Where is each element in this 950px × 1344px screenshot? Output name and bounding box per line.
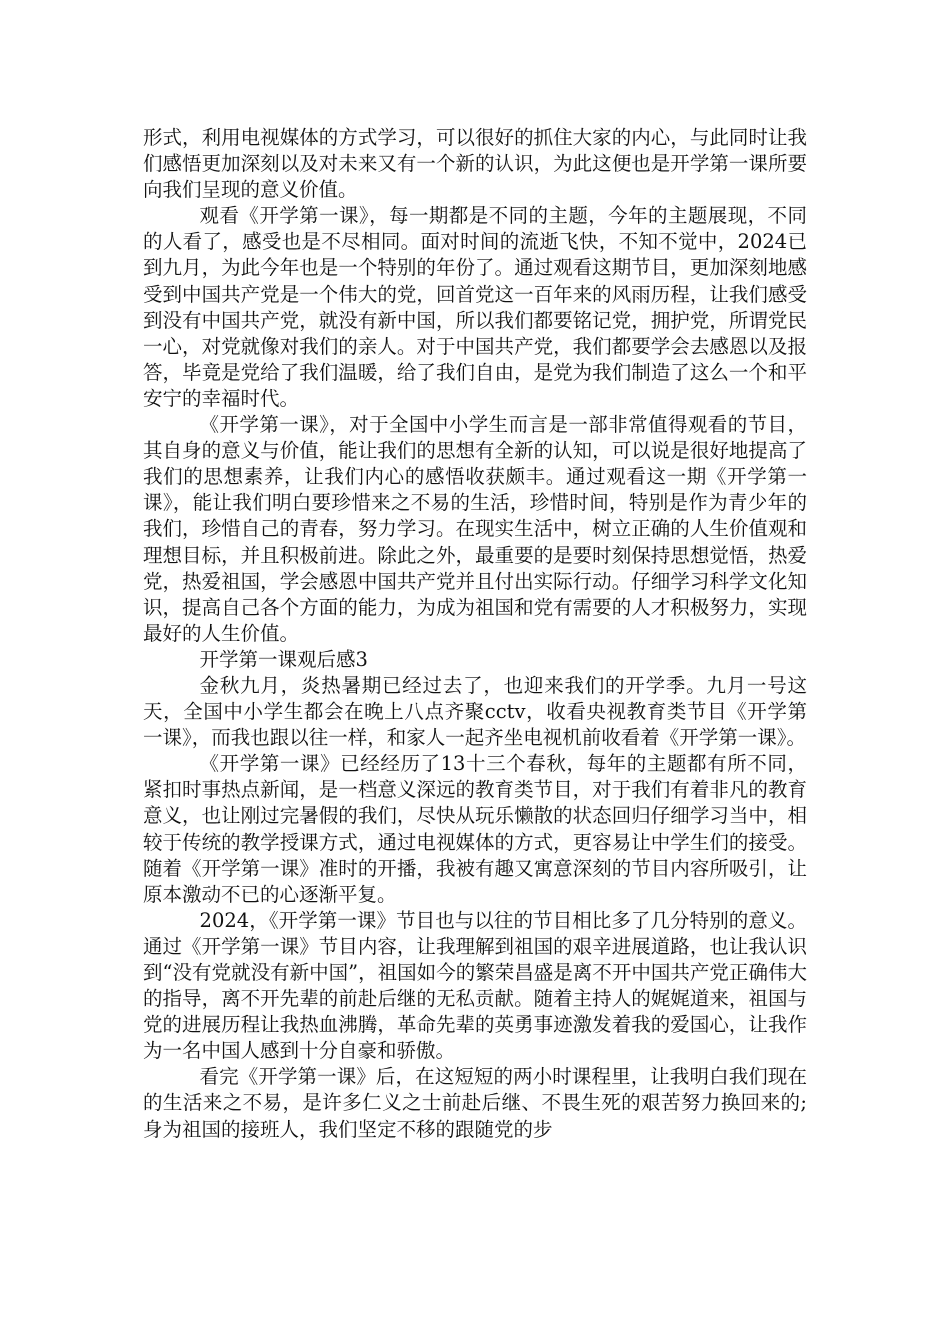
paragraph-6: 2024，《开学第一课》节目也与以往的节目相比多了几分特别的意义。通过《开学第一课》节目内容，让我理解到祖国的艰辛进展道路，也让我认识到“没有党就没有新中国”，祖国如今的繁荣昌盛是离不开中国共产党正确伟大的指导，离不开先辈的前赴后继的无私贡献。随着主持人的娓娓道来，祖国与党的进展历程让我热血沸腾，革命先辈的英勇事迹激发着我的爱国心，让我作为一名中国人感到十分自豪和骄傲。 xyxy=(143,908,807,1063)
paragraph-1: 形式，利用电视媒体的方式学习，可以很好的抓住大家的内心，与此同时让我们感悟更加深刻以及对未来又有一个新的认识，为此这便也是开学第一课所要向我们呈现的意义价值。 xyxy=(143,126,807,202)
paragraph-4: 金秋九月，炎热暑期已经过去了，也迎来我们的开学季。九月一号这天，全国中小学生都会在晚上八点齐聚cctv，收看央视教育类节目《开学第一课》，而我也跟以往一样，和家人一起齐坐电视机前收看着《开学第一课》。 xyxy=(143,673,807,750)
paragraph-3: 《开学第一课》，对于全国中小学生而言是一部非常值得观看的节目，其自身的意义与价值，能让我们的思想有全新的认知，可以说是很好地提高了我们的思想素养，让我们内心的感悟收获颇丰。通过观看这一期《开学第一课》，能让我们明白要珍惜来之不易的生活，珍惜时间，特别是作为青少年的我们，珍惜自己的青春，努力学习。在现实生活中，树立正确的人生价值观和理想目标，并且积极前进。除此之外，最重要的是要时刻保持思想觉悟，热爱党，热爱祖国，学会感恩中国共产党并且付出实际行动。仔细学习科学文化知识，提高自己各个方面的能力，为成为祖国和党有需要的人才积极努力，实现最好的人生价值。 xyxy=(143,413,807,645)
paragraph-2: 观看《开学第一课》，每一期都是不同的主题，今年的主题展现，不同的人看了，感受也是不尽相同。面对时间的流逝飞快，不知不觉中，2024已到九月，为此今年也是一个特别的年份了。通过观看这期节目，更加深刻地感受到中国共产党是一个伟大的党，回首党这一百年来的风雨历程，让我们感受到没有中国共产党，就没有新中国，所以我们都要铭记党，拥护党，所谓党民一心，对党就像对我们的亲人。对于中国共产党，我们都要学会去感恩以及报答，毕竟是党给了我们温暖，给了我们自由，是党为我们制造了这么一个和平安宁的幸福时代。 xyxy=(143,204,807,410)
section-heading: 开学第一课观后感3 xyxy=(199,647,368,671)
document-page xyxy=(143,125,807,1143)
paragraph-7: 看完《开学第一课》后，在这短短的两小时课程里，让我明白我们现在的生活来之不易，是许多仁义之士前赴后继、不畏生死的艰苦努力换回来的;身为祖国的接班人，我们坚定不移的跟随党的步 xyxy=(143,1065,807,1141)
paragraph-5: 《开学第一课》已经经历了13十三个春秋，每年的主题都有所不同，紧扣时事热点新闻，是一档意义深远的教育类节目，对于我们有着非凡的教育意义，也让刚过完暑假的我们，尽快从玩乐懒散的状态回归仔细学习当中，相较于传统的教学授课方式，通过电视媒体的方式，更容易让中学生们的接受。随着《开学第一课》准时的开播，我被有趣又寓意深刻的节目内容所吸引，让原本激动不已的心逐渐平复。 xyxy=(143,752,807,906)
